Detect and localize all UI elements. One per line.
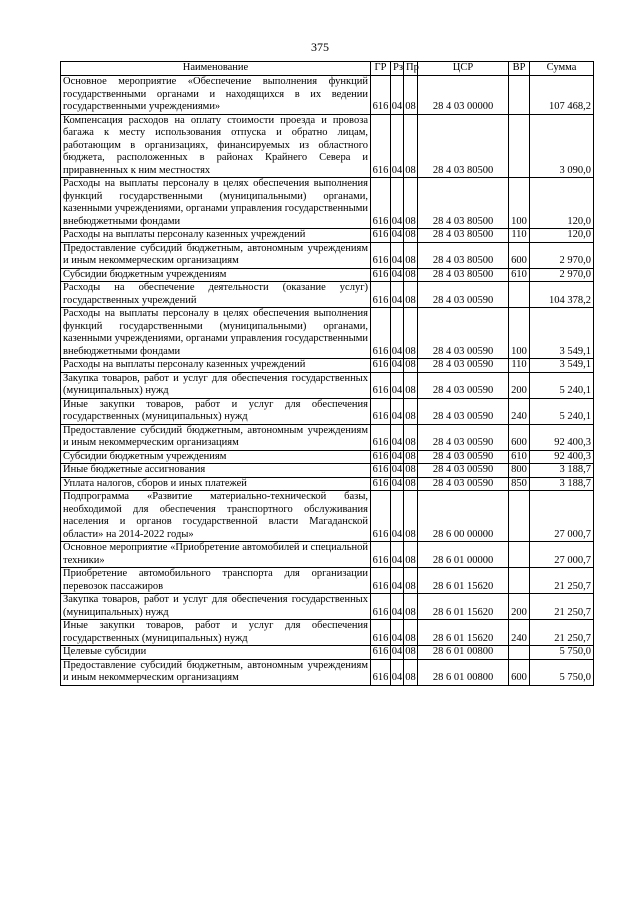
cell-vr bbox=[509, 646, 530, 660]
cell-rz: 04 bbox=[391, 76, 404, 115]
cell-csr: 28 4 03 80500 bbox=[418, 229, 509, 243]
cell-sum: 5 240,1 bbox=[530, 398, 594, 424]
cell-csr: 28 6 01 15620 bbox=[418, 594, 509, 620]
cell-pr: 08 bbox=[404, 424, 418, 450]
cell-sum: 3 090,0 bbox=[530, 114, 594, 178]
table-row bbox=[61, 477, 594, 491]
column-header-name: Наименование bbox=[61, 62, 371, 76]
cell-vr: 850 bbox=[509, 477, 530, 491]
cell-rz: 04 bbox=[391, 372, 404, 398]
cell-gr: 616 bbox=[371, 491, 391, 542]
cell-csr: 28 6 01 15620 bbox=[418, 620, 509, 646]
cell-csr: 28 6 00 00000 bbox=[418, 491, 509, 542]
cell-gr: 616 bbox=[371, 178, 391, 229]
table-row bbox=[61, 114, 594, 178]
cell-vr: 200 bbox=[509, 372, 530, 398]
cell-sum: 107 468,2 bbox=[530, 76, 594, 115]
cell-pr: 08 bbox=[404, 114, 418, 178]
table-row bbox=[61, 542, 594, 568]
cell-rz: 04 bbox=[391, 114, 404, 178]
cell-rz: 04 bbox=[391, 450, 403, 462]
cell-gr: 616 bbox=[371, 450, 391, 464]
cell-gr: 616 bbox=[371, 76, 391, 115]
cell-gr: 616 bbox=[371, 620, 391, 646]
cell-name: Расходы на выплаты персоналу казенных учреждений bbox=[61, 229, 371, 243]
cell-sum: 92 400,3 bbox=[530, 450, 594, 464]
cell-vr bbox=[509, 282, 530, 308]
table-row bbox=[61, 620, 594, 646]
cell-pr: 08 bbox=[404, 398, 418, 424]
cell-name: Расходы на выплаты персоналу в целях обеспечения выполнения функций государственными (муниципальными) органами, казенными учреждениями, органами управления государственными внебюджетными фондами bbox=[61, 178, 371, 229]
cell-pr: 08 bbox=[404, 242, 418, 268]
table-row bbox=[61, 178, 594, 229]
cell-name: Основное мероприятие «Обеспечение выполнения функций государственными органами и находящихся в их ведении государственными учреждениями» bbox=[61, 76, 371, 115]
cell-gr: 616 bbox=[371, 114, 391, 178]
cell-rz: 04 bbox=[391, 568, 404, 594]
cell-sum: 120,0 bbox=[530, 178, 594, 229]
cell-pr: 08 bbox=[405, 477, 416, 489]
table-row bbox=[61, 594, 594, 620]
cell-vr bbox=[509, 114, 530, 178]
table-row bbox=[61, 659, 594, 685]
cell-csr: 28 6 01 00800 bbox=[418, 659, 509, 685]
cell-gr: 616 bbox=[371, 659, 391, 685]
cell-rz: 04 bbox=[391, 424, 404, 450]
table-row bbox=[61, 282, 594, 308]
cell-pr: 08 bbox=[405, 229, 416, 240]
cell-rz: 04 bbox=[391, 620, 404, 646]
cell-pr: 08 bbox=[405, 450, 416, 462]
cell-vr bbox=[509, 76, 530, 115]
cell-vr: 800 bbox=[509, 464, 530, 478]
cell-name: Предоставление субсидий бюджетным, автономным учреждениям и иным некоммерческим организациям bbox=[61, 242, 371, 268]
cell-gr: 616 bbox=[371, 646, 391, 660]
column-header-gr: ГР bbox=[371, 62, 391, 76]
cell-sum: 104 378,2 bbox=[530, 282, 594, 308]
cell-name: Иные бюджетные ассигнования bbox=[61, 464, 371, 478]
cell-pr: 08 bbox=[405, 268, 416, 280]
cell-gr: 616 bbox=[371, 242, 391, 268]
cell-pr: 08 bbox=[404, 76, 418, 115]
cell-name: Расходы на обеспечение деятельности (оказание услуг) государственных учреждений bbox=[61, 282, 371, 308]
cell-csr: 28 4 03 00000 bbox=[418, 76, 509, 115]
table-row bbox=[61, 398, 594, 424]
cell-name: Закупка товаров, работ и услуг для обеспечения государственных (муниципальных) нужд bbox=[61, 594, 371, 620]
page-number: 375 bbox=[311, 40, 329, 54]
cell-vr: 100 bbox=[509, 308, 530, 359]
cell-rz: 04 bbox=[391, 178, 404, 229]
cell-name: Уплата налогов, сборов и иных платежей bbox=[61, 477, 371, 491]
cell-rz: 04 bbox=[391, 646, 403, 657]
cell-pr: 08 bbox=[404, 568, 418, 594]
table-row bbox=[61, 242, 594, 268]
cell-name: Целевые субсидии bbox=[61, 646, 371, 660]
cell-name: Предоставление субсидий бюджетным, автономным учреждениям и иным некоммерческим организациям bbox=[61, 424, 371, 450]
cell-csr: 28 4 03 00590 bbox=[418, 464, 509, 478]
cell-pr: 08 bbox=[404, 659, 418, 685]
column-header-csr: ЦСР bbox=[418, 62, 509, 76]
cell-rz: 04 bbox=[391, 242, 404, 268]
column-header-sum: Сумма bbox=[530, 62, 594, 76]
column-header-vr: ВР bbox=[509, 62, 530, 76]
cell-sum: 5 750,0 bbox=[530, 646, 594, 660]
table-row bbox=[61, 268, 594, 282]
cell-vr: 240 bbox=[509, 620, 530, 646]
cell-gr: 616 bbox=[371, 568, 391, 594]
cell-vr: 600 bbox=[509, 659, 530, 685]
cell-sum: 3 549,1 bbox=[530, 359, 594, 373]
cell-name: Основное мероприятие «Приобретение автомобилей и специальной техники» bbox=[61, 542, 371, 568]
cell-csr: 28 4 03 00590 bbox=[418, 398, 509, 424]
table-row bbox=[61, 76, 594, 115]
cell-gr: 616 bbox=[371, 398, 391, 424]
cell-rz: 04 bbox=[391, 464, 403, 475]
cell-name: Подпрограмма «Развитие материально-технической базы, необходимой для обеспечения транспортного обслуживания населения и органов государственной власти Магаданской области» на 2014-2022 годы» bbox=[61, 491, 371, 542]
table-body bbox=[61, 76, 594, 686]
cell-vr: 240 bbox=[509, 398, 530, 424]
cell-csr: 28 4 03 80500 bbox=[418, 178, 509, 229]
cell-csr: 28 4 03 80500 bbox=[418, 114, 509, 178]
cell-csr: 28 4 03 00590 bbox=[418, 450, 509, 464]
cell-sum: 3 549,1 bbox=[530, 308, 594, 359]
cell-vr bbox=[509, 542, 530, 568]
cell-pr: 08 bbox=[404, 178, 418, 229]
budget-table bbox=[60, 61, 594, 686]
cell-rz: 04 bbox=[391, 359, 403, 370]
cell-gr: 616 bbox=[371, 477, 391, 491]
column-header-pr: Пр bbox=[404, 62, 418, 76]
cell-name: Субсидии бюджетным учреждениям bbox=[61, 268, 371, 282]
cell-rz: 04 bbox=[391, 491, 404, 542]
cell-vr: 600 bbox=[509, 242, 530, 268]
cell-pr: 08 bbox=[405, 464, 416, 475]
cell-sum: 21 250,7 bbox=[530, 568, 594, 594]
table-row bbox=[61, 424, 594, 450]
cell-name: Компенсация расходов на оплату стоимости проезда и провоза багажа к месту использования отпуска и обратно лицам, работающим в организациях, финансируемых из областного бюджета, расположенных в районах Крайнего Севера и приравненных к ним местностях bbox=[61, 114, 371, 178]
table-row bbox=[61, 491, 594, 542]
cell-rz: 04 bbox=[391, 398, 404, 424]
table-row bbox=[61, 372, 594, 398]
cell-csr: 28 4 03 00590 bbox=[418, 308, 509, 359]
cell-pr: 08 bbox=[404, 282, 418, 308]
cell-vr bbox=[509, 568, 530, 594]
cell-sum: 92 400,3 bbox=[530, 424, 594, 450]
cell-gr: 616 bbox=[371, 282, 391, 308]
cell-sum: 2 970,0 bbox=[530, 242, 594, 268]
cell-name: Закупка товаров, работ и услуг для обеспечения государственных (муниципальных) нужд bbox=[61, 372, 371, 398]
cell-sum: 21 250,7 bbox=[530, 620, 594, 646]
cell-gr: 616 bbox=[371, 424, 391, 450]
cell-name: Иные закупки товаров, работ и услуг для обеспечения государственных (муниципальных) нужд bbox=[61, 620, 371, 646]
table-row bbox=[61, 308, 594, 359]
cell-sum: 3 188,7 bbox=[530, 464, 594, 478]
table-row bbox=[61, 646, 594, 660]
cell-sum: 2 970,0 bbox=[530, 268, 594, 282]
cell-sum: 3 188,7 bbox=[530, 477, 594, 491]
cell-csr: 28 4 03 80500 bbox=[418, 268, 509, 282]
cell-sum: 5 750,0 bbox=[530, 659, 594, 685]
cell-rz: 04 bbox=[391, 268, 403, 280]
column-header-rz: Рз bbox=[391, 62, 404, 76]
cell-gr: 616 bbox=[371, 308, 391, 359]
cell-gr: 616 bbox=[371, 229, 391, 243]
cell-sum: 5 240,1 bbox=[530, 372, 594, 398]
cell-rz: 04 bbox=[391, 542, 404, 568]
cell-rz: 04 bbox=[391, 282, 404, 308]
cell-sum: 120,0 bbox=[530, 229, 594, 243]
cell-vr: 100 bbox=[509, 178, 530, 229]
cell-pr: 08 bbox=[404, 491, 418, 542]
cell-rz: 04 bbox=[391, 594, 404, 620]
cell-csr: 28 6 01 00800 bbox=[418, 646, 509, 660]
table-row bbox=[61, 450, 594, 464]
cell-vr: 110 bbox=[509, 359, 530, 373]
cell-pr: 08 bbox=[404, 542, 418, 568]
table-row bbox=[61, 568, 594, 594]
cell-pr: 08 bbox=[404, 372, 418, 398]
table-header-row bbox=[61, 62, 594, 76]
cell-name: Расходы на выплаты персоналу казенных учреждений bbox=[61, 359, 371, 373]
cell-rz: 04 bbox=[391, 659, 404, 685]
cell-gr: 616 bbox=[371, 268, 391, 282]
cell-csr: 28 6 01 15620 bbox=[418, 568, 509, 594]
table-row bbox=[61, 229, 594, 243]
cell-pr: 08 bbox=[405, 646, 416, 657]
cell-name: Иные закупки товаров, работ и услуг для обеспечения государственных (муниципальных) нужд bbox=[61, 398, 371, 424]
cell-vr: 610 bbox=[509, 268, 530, 282]
cell-csr: 28 4 03 00590 bbox=[418, 372, 509, 398]
cell-csr: 28 4 03 00590 bbox=[418, 359, 509, 373]
cell-csr: 28 4 03 00590 bbox=[418, 477, 509, 491]
cell-name: Расходы на выплаты персоналу в целях обеспечения выполнения функций государственными (муниципальными) органами, казенными учреждениями, органами управления государственными внебюджетными фондами bbox=[61, 308, 371, 359]
cell-name: Предоставление субсидий бюджетным, автономным учреждениям и иным некоммерческим организациям bbox=[61, 659, 371, 685]
cell-pr: 08 bbox=[405, 359, 416, 370]
cell-csr: 28 4 03 80500 bbox=[418, 242, 509, 268]
cell-gr: 616 bbox=[371, 359, 391, 373]
cell-vr: 200 bbox=[509, 594, 530, 620]
cell-pr: 08 bbox=[404, 594, 418, 620]
cell-sum: 21 250,7 bbox=[530, 594, 594, 620]
cell-vr: 600 bbox=[509, 424, 530, 450]
cell-pr: 08 bbox=[404, 308, 418, 359]
table-row bbox=[61, 464, 594, 478]
cell-pr: 08 bbox=[404, 620, 418, 646]
cell-vr: 610 bbox=[509, 450, 530, 464]
cell-name: Приобретение автомобильного транспорта для организации перевозок пассажиров bbox=[61, 568, 371, 594]
table-row bbox=[61, 359, 594, 373]
cell-vr bbox=[509, 491, 530, 542]
cell-gr: 616 bbox=[371, 372, 391, 398]
cell-csr: 28 6 01 00000 bbox=[418, 542, 509, 568]
cell-vr: 110 bbox=[509, 229, 530, 243]
cell-sum: 27 000,7 bbox=[530, 491, 594, 542]
cell-csr: 28 4 03 00590 bbox=[418, 424, 509, 450]
cell-csr: 28 4 03 00590 bbox=[418, 282, 509, 308]
cell-rz: 04 bbox=[391, 477, 403, 489]
cell-name: Субсидии бюджетным учреждениям bbox=[61, 450, 371, 464]
cell-gr: 616 bbox=[371, 464, 391, 478]
cell-gr: 616 bbox=[371, 542, 391, 568]
cell-sum: 27 000,7 bbox=[530, 542, 594, 568]
cell-rz: 04 bbox=[391, 229, 403, 240]
cell-rz: 04 bbox=[391, 308, 404, 359]
cell-gr: 616 bbox=[371, 594, 391, 620]
